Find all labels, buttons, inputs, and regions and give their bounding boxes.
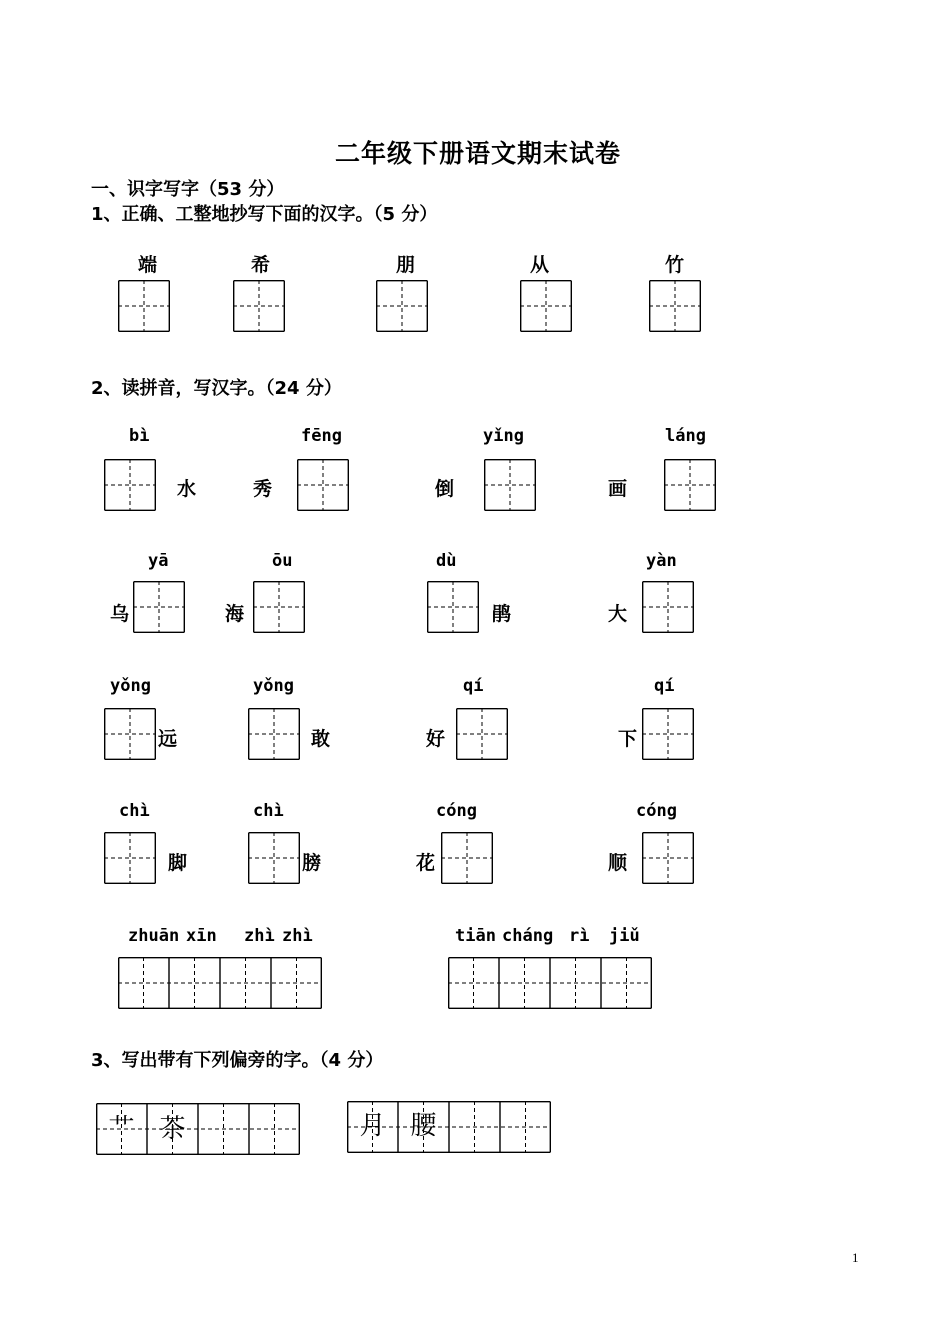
q2-r3-box-4[interactable]: [642, 708, 694, 760]
q2-r2-pinyin-4: yàn: [646, 551, 677, 571]
q2-r4-box-2[interactable]: [248, 832, 300, 884]
question-2-heading: 2、读拼音，写汉字。（24 分）: [91, 378, 342, 399]
q1-grid-box-1[interactable]: [118, 280, 170, 332]
q2-r4-box-3[interactable]: [441, 832, 493, 884]
q2-r3-box-3[interactable]: [456, 708, 508, 760]
q2-r4-pinyin-1: chì: [119, 801, 150, 821]
q2-r2-box-3[interactable]: [427, 581, 479, 633]
q2-r5-pinyin-5: tiān: [455, 926, 496, 946]
q2-r3-box-1[interactable]: [104, 708, 156, 760]
q2-r2-box-1[interactable]: [133, 581, 185, 633]
page-number: 1: [852, 1250, 859, 1265]
q2-r5-grid-2[interactable]: [448, 957, 652, 1009]
q1-char-1: 端: [138, 254, 158, 276]
q1-char-4: 从: [530, 254, 550, 276]
q2-r3-char-1: 远: [158, 728, 178, 750]
q2-r2-char-4: 大: [608, 603, 628, 625]
q2-r5-pinyin-8: jiǔ: [609, 926, 640, 946]
q2-r5-pinyin-7: rì: [569, 926, 590, 946]
question-3-heading: 3、写出带有下列偏旁的字。（4 分）: [91, 1050, 384, 1071]
q2-r4-char-3: 花: [416, 852, 436, 874]
q1-char-3: 朋: [396, 254, 416, 276]
q2-r4-box-1[interactable]: [104, 832, 156, 884]
q2-r3-pinyin-1: yǒng: [110, 676, 151, 696]
question-1-heading: 1、正确、工整地抄写下面的汉字。（5 分）: [91, 204, 438, 225]
q2-r3-pinyin-3: qí: [463, 676, 484, 696]
q3-example-1: 茶: [159, 1114, 186, 1144]
q2-r2-pinyin-2: ōu: [272, 551, 293, 571]
q2-r3-char-4: 下: [618, 728, 638, 750]
q2-r5-pinyin-6: cháng: [502, 926, 554, 946]
q2-r4-pinyin-3: cóng: [436, 801, 477, 821]
q2-r4-char-4: 顺: [608, 852, 628, 874]
q2-r2-char-2: 海: [225, 603, 245, 625]
q2-r2-box-2[interactable]: [253, 581, 305, 633]
q2-r4-box-4[interactable]: [642, 832, 694, 884]
q2-r5-pinyin-2: xīn: [186, 926, 217, 946]
q2-r5-grid-1[interactable]: [118, 957, 322, 1009]
q2-r1-box-4[interactable]: [664, 459, 716, 511]
section-1-heading: 一、识字写字（53 分）: [91, 179, 285, 200]
q2-r1-char-3: 倒: [435, 478, 455, 500]
page-title: 二年级下册语文期末试卷: [335, 139, 622, 168]
q2-r2-pinyin-1: yā: [148, 551, 169, 571]
q2-r3-char-3: 好: [426, 728, 446, 750]
q2-r1-box-2[interactable]: [297, 459, 349, 511]
q2-r2-char-1: 乌: [110, 603, 130, 625]
q2-r5-pinyin-4: zhì: [282, 926, 313, 946]
q2-r1-pinyin-4: láng: [665, 426, 706, 446]
q2-r3-box-2[interactable]: [248, 708, 300, 760]
q2-r2-char-3: 鹃: [492, 603, 512, 625]
q2-r4-char-2: 膀: [302, 852, 322, 874]
q2-r4-pinyin-4: cóng: [636, 801, 677, 821]
q2-r1-char-4: 画: [608, 478, 628, 500]
q2-r2-box-4[interactable]: [642, 581, 694, 633]
q2-r4-pinyin-2: chì: [253, 801, 284, 821]
q1-grid-box-4[interactable]: [520, 280, 572, 332]
q2-r3-pinyin-4: qí: [654, 676, 675, 696]
q1-char-2: 希: [251, 254, 271, 276]
q2-r2-pinyin-3: dù: [436, 551, 457, 571]
q3-radical-2: 月: [359, 1111, 386, 1141]
q2-r1-pinyin-1: bì: [129, 426, 150, 446]
q1-grid-box-3[interactable]: [376, 280, 428, 332]
q1-grid-box-2[interactable]: [233, 280, 285, 332]
q2-r1-box-3[interactable]: [484, 459, 536, 511]
q2-r3-char-2: 敢: [311, 728, 331, 750]
q2-r5-pinyin-3: zhì: [244, 926, 275, 946]
q2-r3-pinyin-2: yǒng: [253, 676, 294, 696]
q1-char-5: 竹: [665, 254, 685, 276]
q2-r5-pinyin-1: zhuān: [128, 926, 180, 946]
q2-r1-pinyin-3: yǐng: [483, 426, 524, 446]
q2-r4-char-1: 脚: [168, 852, 188, 874]
q3-example-2: 腰: [410, 1111, 437, 1141]
q2-r1-char-1: 水: [177, 478, 197, 500]
q1-grid-box-5[interactable]: [649, 280, 701, 332]
q3-radical-1: 艹: [108, 1114, 135, 1144]
q2-r1-char-2: 秀: [253, 478, 273, 500]
q2-r1-box-1[interactable]: [104, 459, 156, 511]
q2-r1-pinyin-2: fēng: [301, 426, 342, 446]
